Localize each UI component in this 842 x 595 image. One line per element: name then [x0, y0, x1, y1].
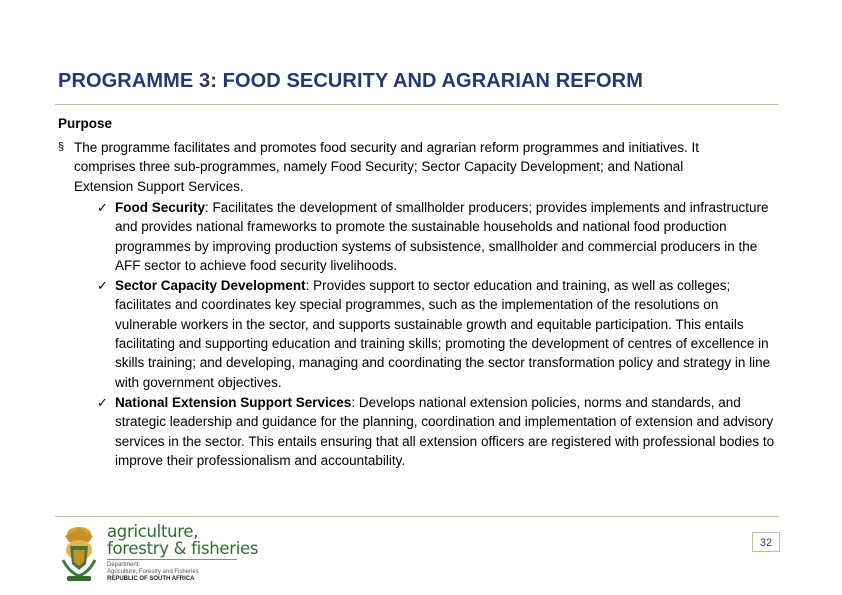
- purpose-heading: Purpose: [58, 116, 113, 131]
- coat-of-arms-icon: [59, 524, 99, 584]
- subprogramme-extension-services: [97, 393, 779, 470]
- logo-text-line1: agriculture,: [107, 522, 199, 541]
- purpose-bullet: [58, 138, 758, 196]
- subprogramme-food-security: [97, 198, 779, 275]
- subprogramme-term: National Extension Support Services: [115, 394, 352, 410]
- subprogramme-description: : Provides support to sector education and training, as well as colleges; facilitates and coordinates key special programmes, such as the implementation of the resolutions on vulnerable workers in the sector, and supports sustainable growth and equitable participation. This entails facilitating and supporting education and training skills; promoting the development of centres of excellence in skills training; and developing, managing and coordinating the sector transformation policy and strategy in line with government objectives.: [115, 278, 771, 390]
- checkmark-icon: ✓: [97, 278, 108, 294]
- logo-dept-label: Department:: [107, 562, 141, 568]
- logo-country: REPUBLIC OF SOUTH AFRICA: [107, 576, 195, 582]
- bullet-icon: §: [58, 141, 65, 153]
- subprogramme-term: Sector Capacity Development: [115, 278, 306, 294]
- title-divider: [55, 104, 779, 105]
- subprogramme-description: : Facilitates the development of smallholder producers; provides implements and infrastructure and provides national frameworks to promote the sustainable households and national food production programmes by improving production systems of subsistence, smallholder and commercial producers in the AFF sector to achieve food security livelihoods.: [115, 200, 769, 273]
- subprogramme-sector-capacity: [97, 276, 779, 392]
- page-number: 32: [752, 532, 780, 552]
- subprogramme-description: : Develops national extension policies, norms and standards, and strategic leadership and guidance for the planning, coordination and implementation of extension and advisory services in the sector. This entails ensuring that all extension officers are registered with professional bodies to improve their professionalism and accountability.: [115, 394, 775, 468]
- department-logo: [55, 522, 259, 588]
- subprogramme-list: [97, 198, 779, 471]
- footer-divider: [55, 516, 779, 517]
- subprogramme-term: Food Security: [115, 200, 206, 215]
- slide-title: PROGRAMME 3: FOOD SECURITY AND AGRARIAN REFORM: [58, 70, 643, 92]
- checkmark-icon: ✓: [97, 200, 108, 215]
- purpose-bullet-text: The programme facilitates and promotes food security and agrarian reform programmes and initiatives. It comprises three sub-programmes, namely Food Security; Sector Capacity Development; and National Extension Support Services.: [74, 140, 700, 194]
- logo-text-line2: forestry & fisheries: [107, 539, 259, 558]
- logo-divider: [107, 559, 237, 560]
- checkmark-icon: ✓: [97, 394, 108, 410]
- logo-dept-name: Agriculture, Forestry and Fisheries: [107, 569, 199, 575]
